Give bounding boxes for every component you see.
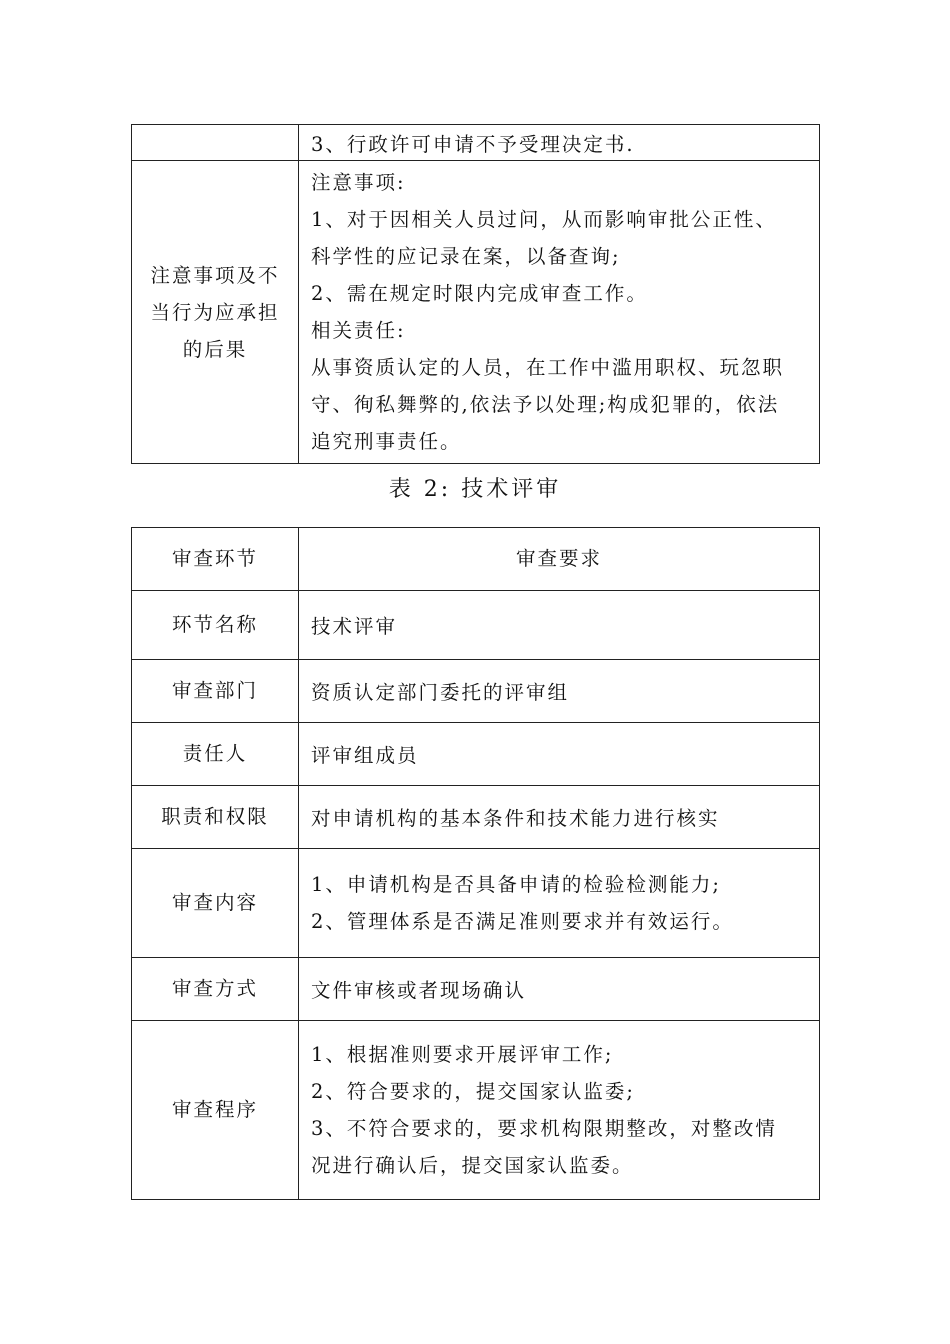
notes-line: 从事资质认定的人员，在工作中滥用职权、玩忽职 [311, 356, 785, 379]
notes-line: 2、需在规定时限内完成审查工作。 [311, 282, 648, 305]
table-row [132, 958, 820, 1021]
notes-label-cell [132, 161, 299, 464]
table-row [132, 161, 820, 464]
notes-value-cell [299, 161, 820, 464]
table-row [132, 1021, 820, 1200]
row-label-cell: 审查部门 [132, 660, 299, 723]
table-row [132, 591, 820, 660]
procedure-line: 2、符合要求的，提交国家认监委; [311, 1080, 635, 1103]
row-value-cell: 技术评审 [299, 591, 820, 660]
procedure-line: 1、根据准则要求开展评审工作; [311, 1043, 614, 1066]
row-label-cell: 责任人 [132, 723, 299, 786]
table-caption: 表 2: 技术评审 [388, 477, 562, 502]
content-line: 1、申请机构是否具备申请的检验检测能力; [311, 873, 721, 896]
notes-line: 科学性的应记录在案，以备查询; [311, 245, 621, 268]
table-row [132, 849, 820, 958]
procedure-line: 3、不符合要求的，要求机构限期整改，对整改情 [311, 1117, 777, 1140]
responsibility-table [131, 124, 820, 464]
row-label-cell: 审查内容 [132, 849, 299, 958]
row-label-cell: 环节名称 [132, 591, 299, 660]
row-value-cell: 资质认定部门委托的评审组 [299, 660, 820, 723]
table-row [132, 660, 820, 723]
table-header-row [132, 528, 820, 591]
row-value-cell: 3、行政许可申请不予受理决定书. [299, 125, 820, 161]
table-row [132, 786, 820, 849]
table-row [132, 723, 820, 786]
notes-line: 相关责任: [311, 319, 406, 342]
notes-label-line: 的后果 [182, 337, 248, 361]
procedure-line: 况进行确认后，提交国家认监委。 [311, 1154, 634, 1177]
header-value-cell: 审查要求 [299, 528, 820, 591]
row-value-cell: 对申请机构的基本条件和技术能力进行核实 [299, 786, 820, 849]
row-value-cell [299, 849, 820, 958]
row-label-cell: 审查方式 [132, 958, 299, 1021]
notes-label-line: 注意事项及不 [150, 263, 280, 287]
notes-label-line: 当行为应承担 [150, 300, 280, 324]
row-value-cell: 评审组成员 [299, 723, 820, 786]
row-value-cell [299, 1021, 820, 1200]
notes-line: 守、徇私舞弊的,依法予以处理;构成犯罪的，依法 [311, 393, 780, 416]
row-value-cell: 文件审核或者现场确认 [299, 958, 820, 1021]
notes-line: 追究刑事责任。 [311, 430, 462, 453]
row-label-cell: 职责和权限 [132, 786, 299, 849]
notes-line: 注意事项: [311, 171, 406, 194]
header-label-cell: 审查环节 [132, 528, 299, 591]
content-line: 2、管理体系是否满足准则要求并有效运行。 [311, 910, 734, 933]
technical-review-table [131, 527, 820, 1200]
row-label-cell [132, 125, 299, 161]
table-row [132, 125, 820, 161]
row-label-cell: 审查程序 [132, 1021, 299, 1200]
notes-line: 1、对于因相关人员过问，从而影响审批公正性、 [311, 208, 777, 231]
